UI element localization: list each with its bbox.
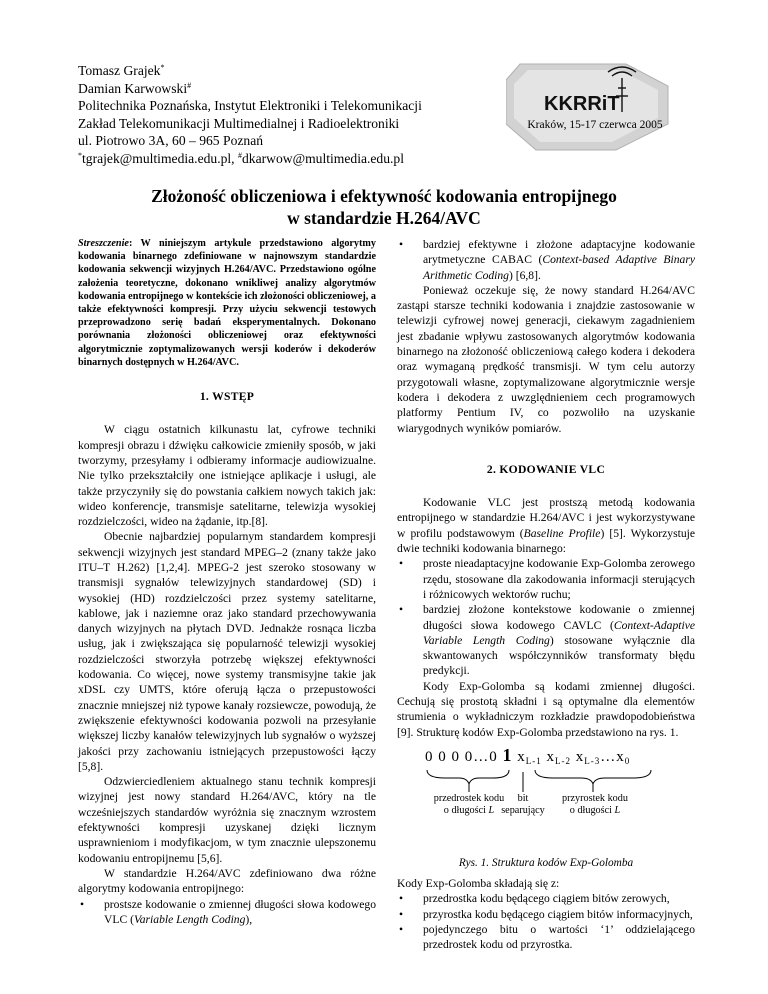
affiliation-line: Zakład Telekomunikacji Multimedialnej i Radioelektroniki xyxy=(78,115,400,131)
list-item: • bardziej efektywne i złożone adaptacyjne kodowanie arytmetyczne CABAC (Context-based Adaptive Binary Arithmetic Coding) [6,8]. xyxy=(397,237,695,283)
left-column xyxy=(78,237,376,927)
suffix-brace xyxy=(535,770,651,784)
abstract-text: : W niniejszym artykule przedstawiono algorytmy kodowania binarnego zdefiniowane w najnowszym standardzie kodowania sekwencji wizyjnych H.264/AVC. Przedstawiono ogólne założenia teoretyczne, dokonano wnikliwej analizy algorytmów kodowania entropijnego w kontekście ich złożoności obliczeniowej, a także efektywności kompresji. Przy użyciu sekwencji testowych przeprowadzono serię badań eksperymentalnych. Dokonano porównania złożoności obliczeniowej oraz efektywności algorytmicznie zoptymalizowanych wersji koderów i dekoderów binarnych dostępnych w H.264/AVC. xyxy=(78,238,376,368)
logo-text: KKRRiT xyxy=(544,93,620,115)
title-line-2: w standardzie H.264/AVC xyxy=(287,208,481,228)
list-item: • pojedynczego bitu o wartości ‘1’ oddzielającego przedrostek kodu od przyrostka. xyxy=(397,922,695,953)
bullet-list xyxy=(397,237,695,283)
paragraph: Ponieważ oczekuje się, że nowy standard H.264/AVC zastąpi starsze techniki kodowania i znajdzie zastosowanie w telewizji cyfrowej nowej generacji, ciekawym zagadnieniem jest zbadanie wpływu zastosowanych algorytmów kodowania binarnego na złożoność obliczeniową całego kodera i dekodera oraz wymaganą prędkość transmisji. W tym celu autorzy przygotowali własne, zoptymalizowane algorytmicznie wersje kodera i dekodera z uwzględnieniem cech programowych platformy Pentium IV, co pozwoliło na uzyskanie wiarygodnych wyników pomiarów. xyxy=(397,283,695,435)
conference-logo xyxy=(506,62,682,152)
paragraph: W ciągu ostatnich kilkunastu lat, cyfrowe techniki kompresji obrazu i dźwięku całkowicie zmieniły sposób, w jaki tworzymy, przesyłamy i odbieramy informacje audiowizualne. Nie tylko przekształciły one istniejące aplikacje i usługi, ale także przyczyniły się do powstania całkiem nowych takich jak: wideo konferencje, transmisje satelitarne, telewizja wysokiej rozdzielczości, wideo na żądanie, itp.[8]. xyxy=(78,423,376,529)
author-block xyxy=(78,62,422,168)
paragraph: Obecnie najbardziej popularnym standardem kompresji sekwencji wizyjnych jest standard MPEG–2 (znany także jako ITU–T H.262) [1,2,4]. MPEG-2 jest szeroko stosowany w transmisji sygnałów telewizyjnych standardowej (SD) i wysokiej (HD) rozdzielczości przez systemy satelitarne, kablowe, jak i naziemne oraz jako standard przechowywania danych wizyjnych na płytach DVD. Jednakże rosnąca liczba usług, jak i zwiększająca się popularność telewizji wysokiej rozdzielczości stworzyła potrzebę większej efektywności kodowania. Co więcej, nowe systemy transmisyjne takie jak xDSL czy UMTS, które oferują łącza o przepustowości znacznie mniejszej niż typowe kanały rozsiewcze, powodują, że zwiększenie efektywności kodowania pozwoli na przesyłanie większej liczby kanałów telewizyjnych lub sygnałów o wyższej jakości przy zachowaniu istniejących przepustowości łączy [5,8]. xyxy=(78,530,376,773)
prefix-brace xyxy=(427,770,509,784)
author-1: Tomasz Grajek* xyxy=(78,63,165,78)
abstract xyxy=(78,237,376,369)
code-separator-bit: 1 xyxy=(502,744,513,765)
bullet-list xyxy=(397,891,695,952)
code-suffix: $x_{L-1}$ $x_{L-2}$ $x_{L-3}\dots x_0$ xyxy=(517,748,631,766)
paragraph: Odzwierciedleniem aktualnego stanu technik kompresji wizyjnej jest nowy standard H.264/AVC, który na tle wcześniejszych standardów wyróżnia się znacznym wzrostem efektywności kompresji uzyskanej dzięki licznym usprawnieniom i modyfikacjom, w tym znacznie ulepszonemu kodowaniu entropijnemu [5,6]. xyxy=(78,775,376,865)
list-item: • przyrostka kodu będącego ciągiem bitów informacyjnych, xyxy=(397,907,695,922)
paper-title xyxy=(60,185,708,229)
suffix-label: przyrostek kodu o długości L xyxy=(562,792,628,817)
list-item: • prostsze kodowanie o zmiennej długości słowa kodowego VLC (Variable Length Coding), xyxy=(78,897,376,928)
prefix-label: przedrostek kodu o długości L xyxy=(433,792,505,817)
paragraph: W standardzie H.264/AVC zdefiniowano dwa różne algorytmy kodowania entropijnego: xyxy=(78,866,376,896)
abstract-label: Streszczenie xyxy=(78,238,129,249)
right-column xyxy=(397,237,695,952)
author-2: Damian Karwowski# xyxy=(78,80,192,96)
figure-exp-golomb xyxy=(397,746,695,874)
paragraph: Kodowanie VLC jest prostszą metodą kodowania entropijnego w standardzie H.264/AVC i jest wykorzystywane w profilu podstawowym (Baseline Profile) [5]. Wykorzystuje dwie techniki kodowania binarnego: xyxy=(397,496,695,556)
paragraph: Kody Exp-Golomba są kodami zmiennej długości. Cechują się prostotą składni i są optymalne dla elementów strumienia o wykładniczym rozkładzie prawdopodobieństwa [9]. Strukturę kodów Exp-Golomba przedstawiono na rys. 1. xyxy=(397,679,695,739)
list-item: • bardziej złożone kontekstowe kodowanie o zmiennej długości słowa kodowego CAVLC (Context-Adaptive Variable Length Coding) stosowane wyłącznie dla skwantowanych współczynników transformaty błędu predykcji. xyxy=(397,602,695,678)
email-line: *tgrajek@multimedia.edu.pl, #dkarwow@multimedia.edu.pl xyxy=(78,150,405,166)
title-line-1: Złożoność obliczeniowa i efektywność kodowania entropijnego xyxy=(151,186,617,206)
bullet-list xyxy=(397,556,695,678)
affiliation-line: ul. Piotrowo 3A, 60 – 965 Poznań xyxy=(78,133,264,149)
section-heading: 2. KODOWANIE VLC xyxy=(486,462,606,476)
affiliation-line: Politechnika Poznańska, Instytut Elektroniki i Telekomunikacji xyxy=(78,98,422,114)
paragraph: Kody Exp-Golomba składają się z: xyxy=(397,876,560,890)
list-item: • przedrostka kodu będącego ciągiem bitów zerowych, xyxy=(397,891,695,906)
conference-date: Kraków, 15-17 czerwca 2005 xyxy=(527,119,663,131)
separator-label: bit separujący xyxy=(501,792,545,817)
bullet-list xyxy=(78,897,376,928)
section-heading: 1. WSTĘP xyxy=(199,390,255,404)
code-prefix: 0 0 0 0…0 xyxy=(425,748,498,765)
list-item: • proste nieadaptacyjne kodowanie Exp-Golomba zerowego rzędu, stosowane dla zakodowania informacji sterujących i różnicowych wektorów ruchu; xyxy=(397,556,695,602)
figure-caption: Rys. 1. Struktura kodów Exp-Golomba xyxy=(458,856,634,869)
